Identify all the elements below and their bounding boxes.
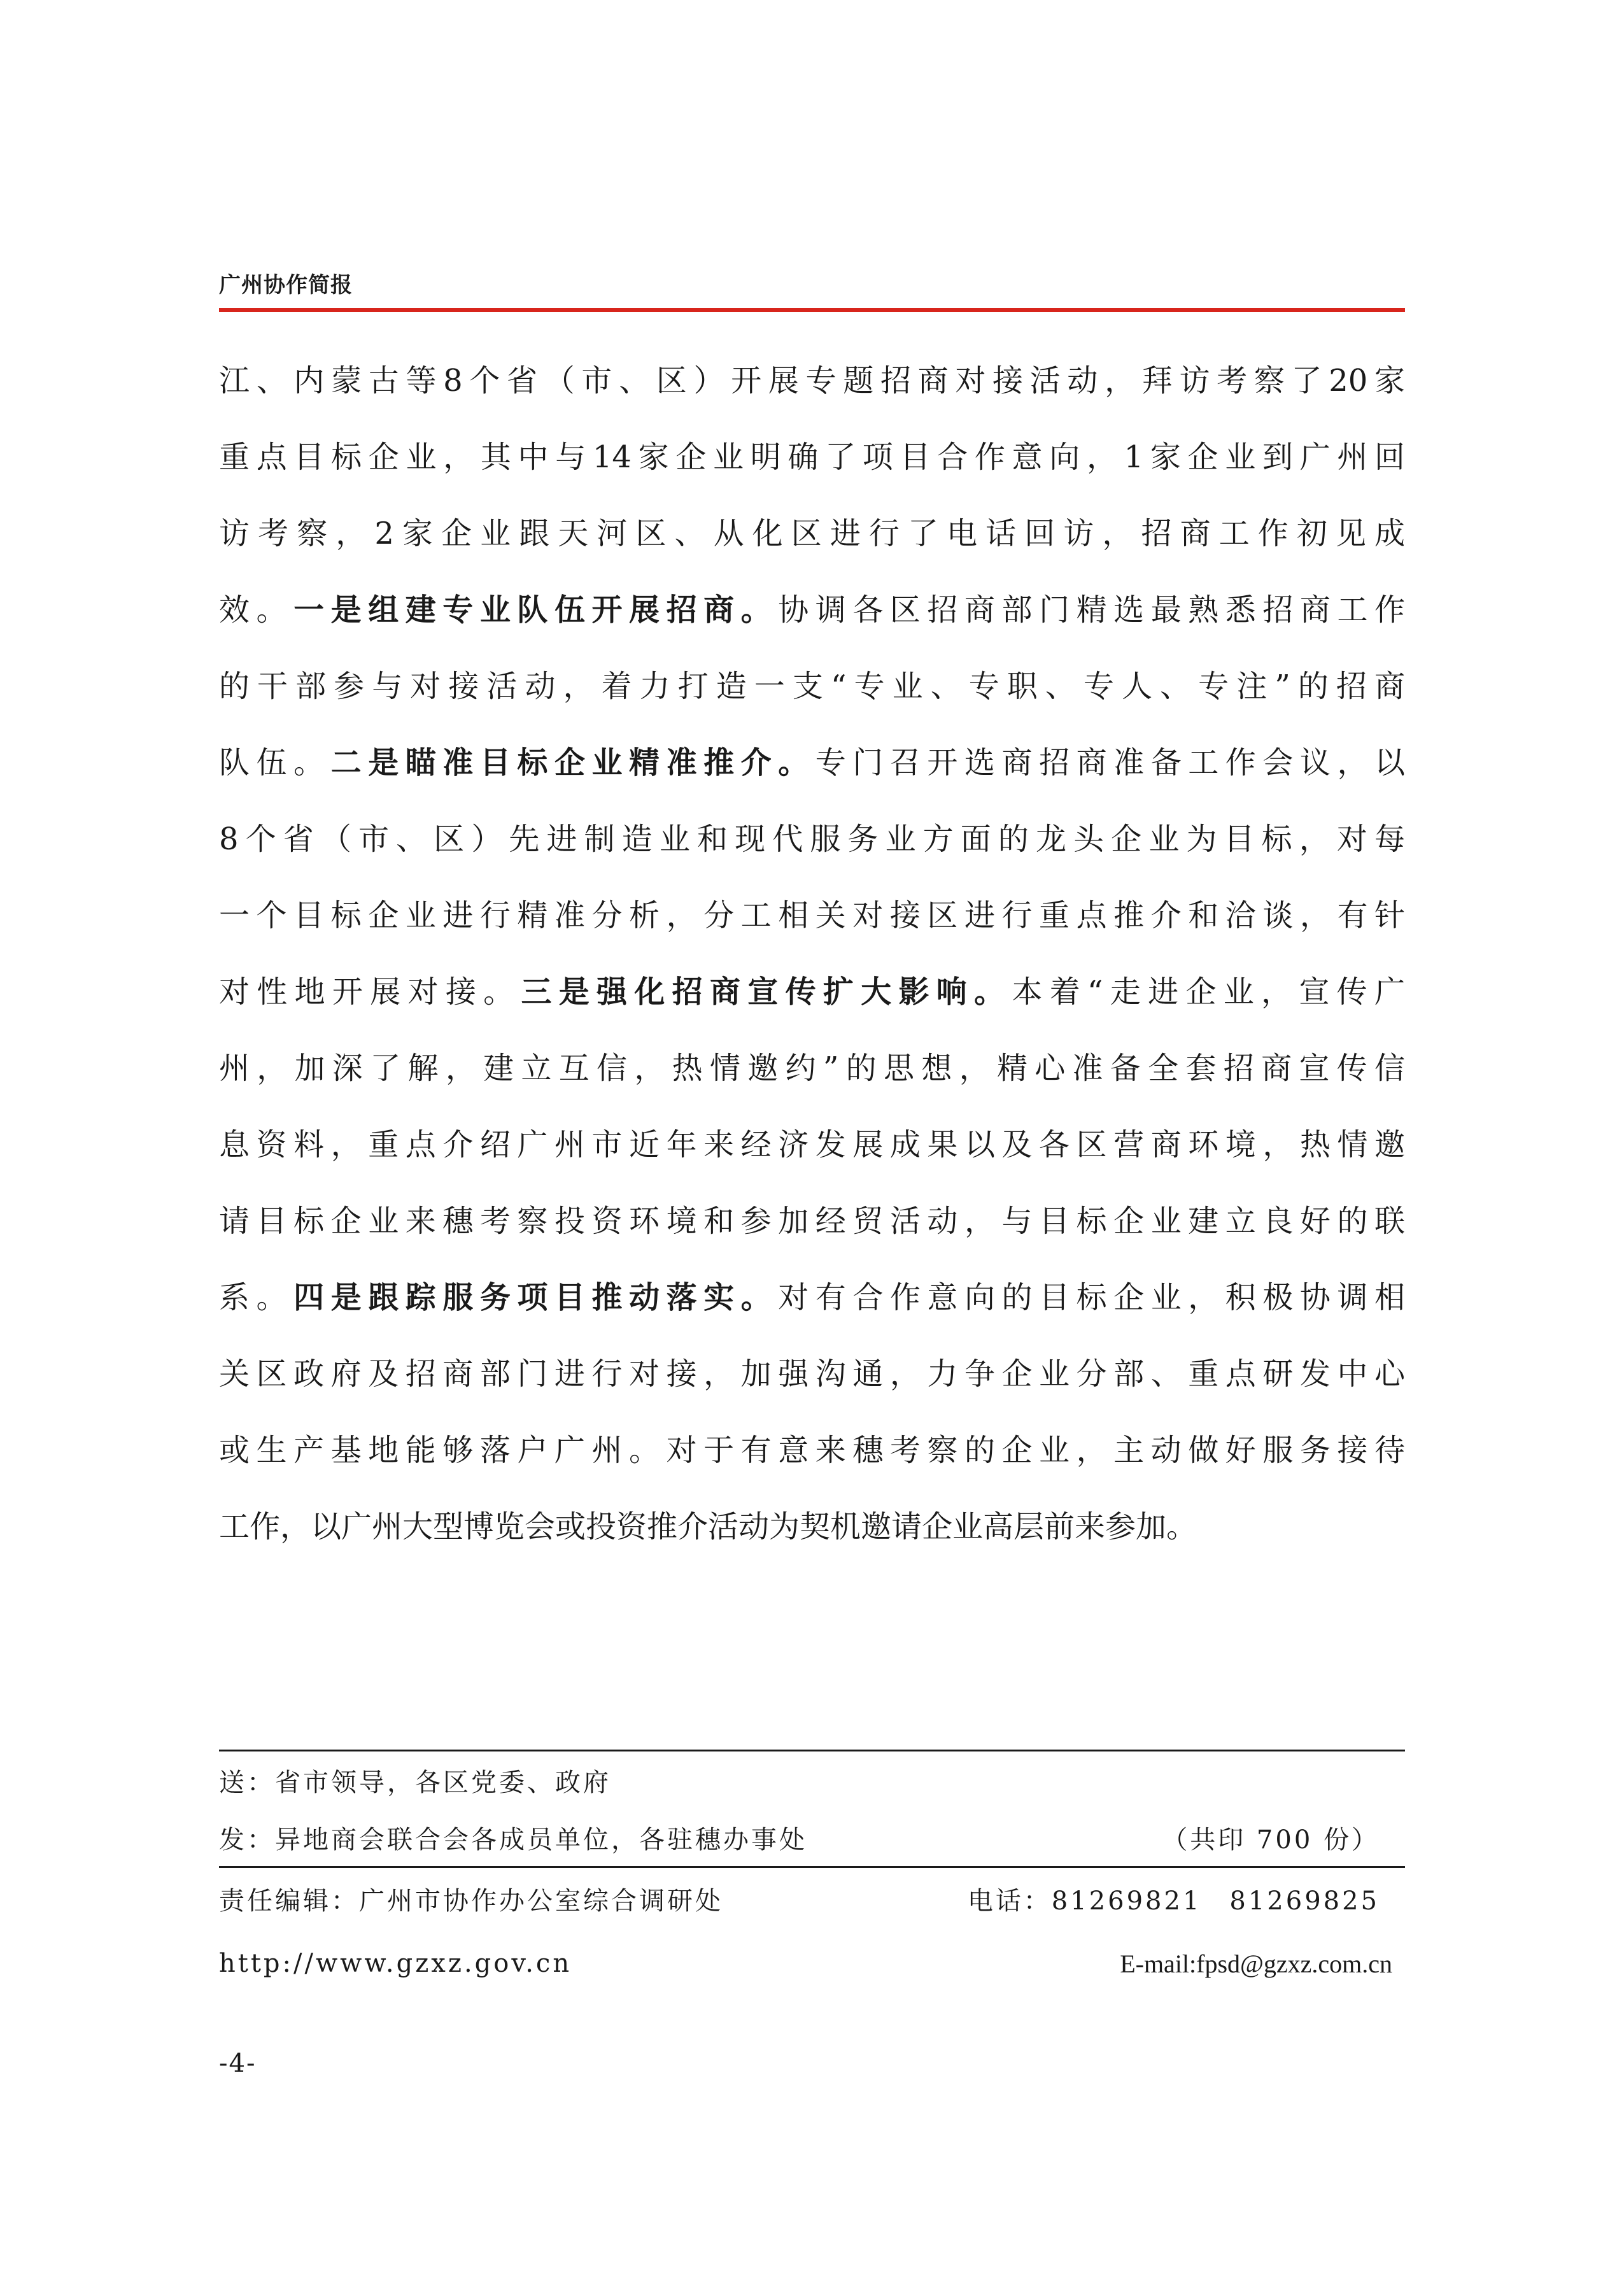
- text-segment: 工作，以广州大型博览会或投资推介活动为契机邀请企业高层前来参加。: [219, 1509, 1197, 1545]
- contact-row: [219, 1933, 1405, 1994]
- body-line: [219, 648, 1405, 725]
- responsible-editor: 责任编辑：广州市协作办公室综合调研处: [219, 1886, 723, 1916]
- text-segment: 对性地开展对接。: [219, 974, 521, 1010]
- distribute-row: [219, 1809, 1405, 1866]
- send-to-text: 送：省市领导，各区党委、政府: [219, 1767, 611, 1797]
- body-line: [219, 1412, 1405, 1489]
- bulletin-title: 广州协作简报: [219, 272, 353, 298]
- page-number: -4-: [219, 2049, 257, 2078]
- body-line: [219, 954, 1405, 1030]
- text-segment: 关区政府及招商部门进行对接，加强沟通，力争企业分部、重点研发中心: [219, 1356, 1405, 1392]
- text-segment: 重点目标企业，其中与14家企业明确了项目合作意向，1家企业到广州回: [219, 439, 1405, 475]
- bold-heading-segment: 四是跟踪服务项目推动落实。: [293, 1280, 779, 1315]
- body-line: [219, 1259, 1405, 1336]
- body-line: [219, 419, 1405, 495]
- body-line: [219, 343, 1405, 419]
- editor-row: [219, 1868, 1405, 1929]
- send-to-row: [219, 1751, 1405, 1809]
- website-link[interactable]: http://www.gzxz.gov.cn: [219, 1949, 572, 1978]
- body-line: [219, 1336, 1405, 1412]
- text-segment: 协调各区招商部门精选最熟悉招商工作: [778, 592, 1405, 628]
- text-segment: 系。: [219, 1280, 294, 1315]
- text-segment: 的干部参与对接活动，着力打造一支“专业、专职、专人、专注”的招商: [219, 669, 1405, 704]
- body-line: [219, 572, 1405, 648]
- bold-heading-segment: 二是瞄准目标企业精准推介。: [330, 745, 816, 781]
- text-segment: 州，加深了解，建立互信，热情邀约”的思想，精心准备全套招商宣传信: [219, 1051, 1405, 1086]
- text-segment: 请目标企业来穗考察投资环境和参加经贸活动，与目标企业建立良好的联: [219, 1203, 1405, 1239]
- body-line: [219, 1030, 1405, 1107]
- body-line: [219, 1489, 1405, 1565]
- text-segment: 8个省（市、区）先进制造业和现代服务业方面的龙头企业为目标，对每: [219, 821, 1405, 857]
- header-red-rule: [219, 308, 1405, 312]
- text-segment: 本着“走进企业，宣传广: [1012, 974, 1405, 1010]
- body-line: [219, 495, 1405, 572]
- body-line: [219, 877, 1405, 954]
- article-body: [219, 343, 1405, 1565]
- print-count: （共印 700 份）: [1162, 1825, 1380, 1855]
- text-segment: 息资料，重点介绍广州市近年来经济发展成果以及各区营商环境，热情邀: [219, 1127, 1405, 1163]
- body-line: [219, 725, 1405, 801]
- text-segment: 专门召开选商招商准备工作会议，以: [815, 745, 1405, 781]
- text-segment: 对有合作意向的目标企业，积极协调相: [778, 1280, 1405, 1315]
- distribute-to-text: 发：异地商会联合会各成员单位，各驻穗办事处: [219, 1825, 807, 1855]
- body-line: [219, 1107, 1405, 1183]
- bold-heading-segment: 一是组建专业队伍开展招商。: [293, 592, 779, 628]
- email-link[interactable]: E-mail:fpsd@gzxz.com.cn: [1120, 1949, 1392, 1978]
- distribution-footer: [219, 1750, 1405, 1994]
- text-segment: 江、内蒙古等8个省（市、区）开展专题招商对接活动，拜访考察了20家: [219, 363, 1405, 399]
- bold-heading-segment: 三是强化招商宣传扩大影响。: [521, 974, 1012, 1010]
- body-line: [219, 1183, 1405, 1259]
- text-segment: 一个目标企业进行精准分析，分工相关对接区进行重点推介和洽谈，有针: [219, 898, 1405, 933]
- phone-numbers: 电话：81269821 81269825: [967, 1886, 1380, 1916]
- body-line: [219, 801, 1405, 877]
- text-segment: 队伍。: [219, 745, 331, 781]
- text-segment: 访考察，2家企业跟天河区、从化区进行了电话回访，招商工作初见成: [219, 516, 1405, 551]
- text-segment: 效。: [219, 592, 294, 628]
- text-segment: 或生产基地能够落户广州。对于有意来穗考察的企业，主动做好服务接待: [219, 1433, 1405, 1468]
